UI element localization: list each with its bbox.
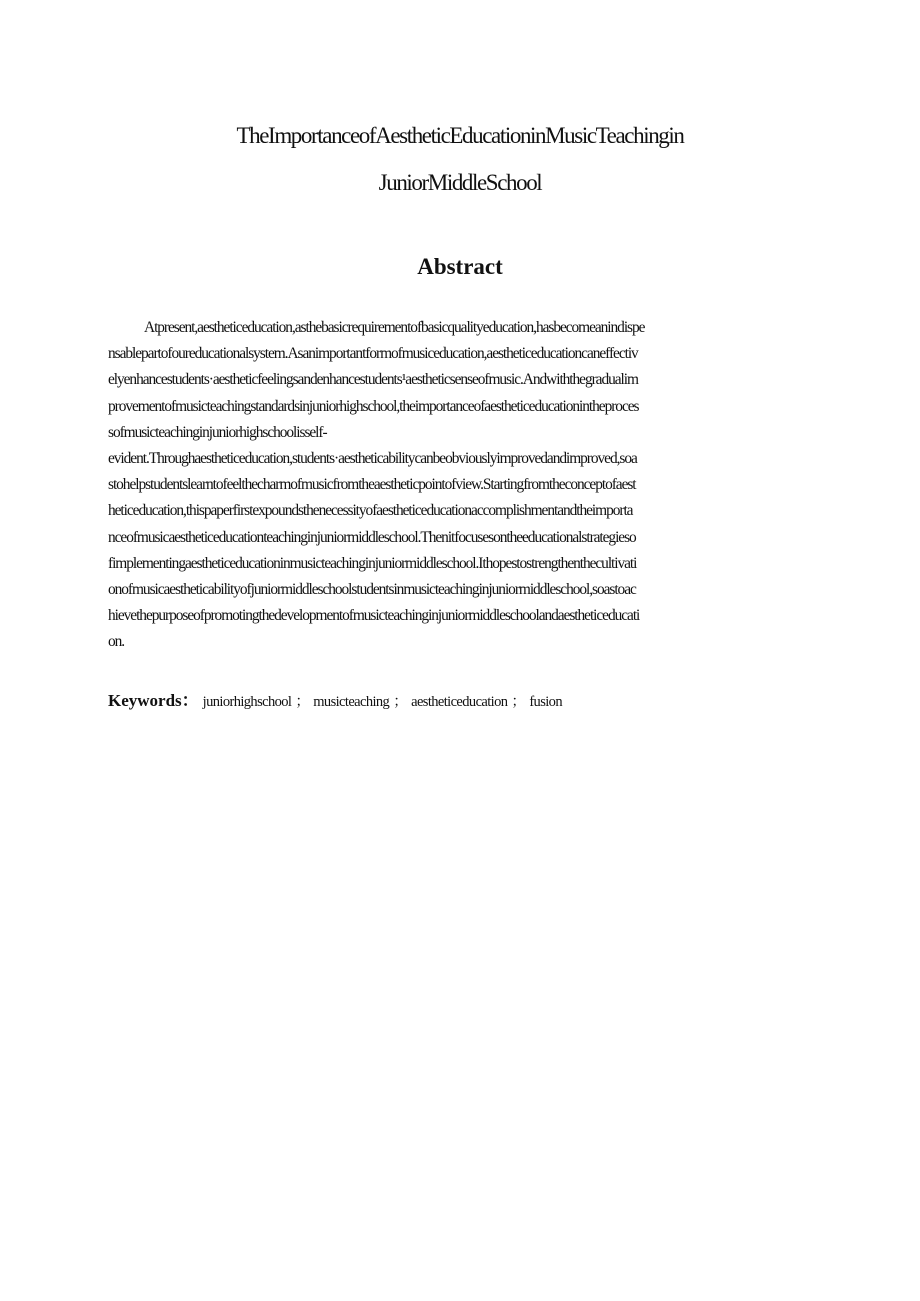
abstract-body (108, 315, 806, 655)
abstract-line: onofmusicaestheticabilityofjuniormiddleschoolstudentsinmusicteachinginjuniormiddleschool,soastoac (108, 580, 636, 598)
keyword-item: fusion (529, 694, 562, 710)
keywords-label: Keywords： (108, 691, 199, 710)
keyword-item: juniorhighschool (202, 694, 292, 710)
abstract-line: hievethepurposeofpromotingthedevelopmentofmusicteachinginjuniormiddleschoolandaestheticeducati (108, 607, 640, 625)
keywords-line (108, 690, 806, 713)
keyword-separator: ； (393, 694, 408, 710)
abstract-line: sofmusicteachinginjuniorhighschoolisself- (108, 423, 327, 441)
paper-title-line-2: JuniorMiddleSchool (378, 170, 542, 195)
abstract-line: elyenhancestudents·aestheticfeelingsandenhancestudents¹aestheticsenseofmusic.Andwiththegradualim (108, 371, 638, 389)
paper-title-line-1: TheImportanceofAestheticEducationinMusicTeachingin (236, 123, 684, 148)
keyword-item: musicteaching (313, 694, 390, 710)
keyword-separator: ； (295, 694, 310, 710)
keyword-item: aestheticeducation (411, 694, 508, 710)
abstract-line: nsablepartofoureducationalsystem.Asanimportantformofmusiceducation,aestheticeducationcaneffectiv (108, 345, 638, 363)
abstract-line: Atpresent,aestheticeducation,asthebasicrequirementofbasicqualityeducation,hasbecomeanindispe (144, 319, 645, 336)
abstract-line: nceofmusicaestheticeducationteachinginjuniormiddleschool.Thenitfocusesontheeducationalstrategieso (108, 528, 636, 546)
abstract-line: evident.Throughaestheticeducation,students·aestheticabilitycanbeobviouslyimprovedandimproved,soa (108, 449, 637, 467)
keyword-separator: ； (511, 694, 526, 710)
abstract-line: fimplementingaestheticeducationinmusicteachinginjuniormiddleschool.Ithopestostrengthenthecultivati (108, 554, 637, 572)
abstract-line: provementofmusicteachingstandardsinjuniorhighschool,theimportanceofaestheticeducationintheproces (108, 397, 639, 415)
abstract-heading: Abstract (417, 254, 503, 279)
abstract-line: stohelpstudentslearntofeelthecharmofmusicfromtheaestheticpointofview.Startingfromtheconceptofaest (108, 476, 636, 494)
abstract-line: heticeducation,thispaperfirstexpoundsthenecessityofaestheticeducationaccomplishmentandtheimporta (108, 502, 633, 520)
abstract-line: on. (108, 633, 125, 651)
